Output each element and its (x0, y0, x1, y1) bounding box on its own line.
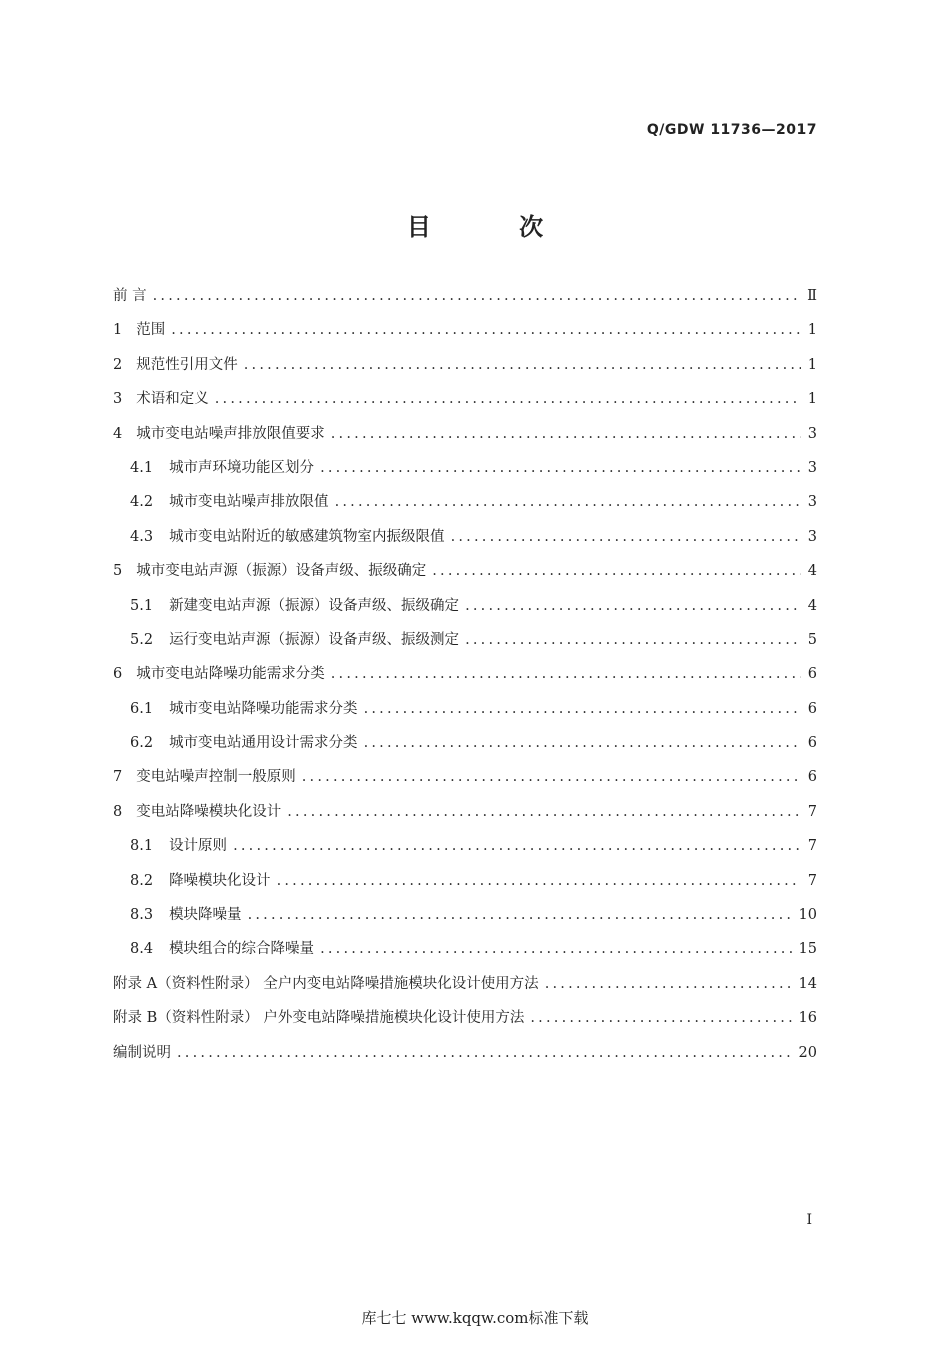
toc-entry-label (113, 1036, 171, 1070)
toc-entry-text: 降噪模块化设计 (169, 872, 271, 889)
toc-entry-page: 14 (798, 975, 817, 992)
toc-entry[interactable] (113, 623, 817, 657)
toc-leader-dots (277, 864, 801, 898)
toc-entry-text: 运行变电站声源（振源）设备声级、振级测定 (169, 631, 460, 648)
toc-entry-text: 城市变电站降噪功能需求分类 (169, 700, 358, 717)
toc-entry-number: 5.1 (130, 597, 154, 614)
toc-leader-dots (331, 417, 801, 451)
toc-entry-text: 附录 B（资料性附录） 户外变电站降噪措施模块化设计使用方法 (113, 1010, 525, 1027)
toc-entry-page: 3 (807, 425, 817, 442)
toc-leader-dots (331, 657, 801, 691)
toc-entry[interactable] (113, 795, 817, 829)
toc-entry-page: 20 (798, 1044, 817, 1061)
table-of-contents (113, 279, 817, 1070)
toc-entry-page: 4 (807, 563, 817, 580)
toc-leader-dots (233, 829, 801, 863)
toc-entry-number: 4.2 (130, 494, 154, 511)
toc-entry-label (113, 1001, 524, 1035)
toc-entry-page: 15 (798, 941, 817, 958)
toc-entry-number: 8 (113, 803, 123, 820)
toc-entry-number: 4.1 (130, 459, 154, 476)
toc-entry-page: 3 (807, 494, 817, 511)
toc-entry-text: 模块组合的综合降噪量 (169, 941, 315, 958)
toc-entry[interactable] (113, 692, 817, 726)
toc-entry-label (113, 279, 147, 313)
toc-entry-text: 变电站降噪模块化设计 (136, 803, 282, 820)
toc-leader-dots (244, 348, 801, 382)
toc-leader-dots (177, 1036, 793, 1070)
toc-entry-number: 5 (113, 563, 123, 580)
toc-entry-text: 城市变电站降噪功能需求分类 (136, 666, 325, 683)
toc-entry[interactable] (113, 726, 817, 760)
toc-entry-text: 编制说明 (113, 1044, 171, 1061)
toc-entry-number: 4.3 (130, 528, 154, 545)
toc-entry-label (130, 726, 358, 760)
toc-entry-text: 变电站噪声控制一般原则 (136, 769, 296, 786)
toc-entry[interactable] (113, 279, 817, 313)
toc-entry-number: 1 (113, 322, 123, 339)
toc-entry[interactable] (113, 382, 817, 416)
toc-entry-label (130, 932, 314, 966)
toc-entry[interactable] (113, 829, 817, 863)
toc-entry-page: 16 (798, 1010, 817, 1027)
toc-entry-label (130, 898, 242, 932)
toc-leader-dots (465, 623, 801, 657)
toc-entry-label (130, 829, 227, 863)
toc-entry[interactable] (113, 657, 817, 691)
doc-code: Q/GDW 11736—2017 (646, 122, 817, 138)
toc-leader-dots (153, 279, 801, 313)
toc-entry-page: 3 (807, 528, 817, 545)
toc-entry-label (130, 864, 271, 898)
toc-entry[interactable] (113, 760, 817, 794)
toc-entry-label (130, 451, 314, 485)
toc-entry-text: 城市变电站附近的敏感建筑物室内振级限值 (169, 528, 445, 545)
toc-entry-label (113, 657, 325, 691)
toc-entry-label (113, 348, 238, 382)
toc-entry-page: 1 (807, 356, 817, 373)
toc-entry-text: 城市变电站声源（振源）设备声级、振级确定 (136, 563, 427, 580)
toc-entry[interactable] (113, 348, 817, 382)
toc-leader-dots (432, 554, 801, 588)
toc-entry-text: 范围 (136, 322, 166, 339)
toc-leader-dots (248, 898, 793, 932)
toc-leader-dots (287, 795, 801, 829)
toc-entry-number: 6 (113, 666, 123, 683)
toc-leader-dots (171, 313, 801, 347)
toc-entry-number: 8.1 (130, 838, 154, 855)
toc-entry-page: 5 (807, 631, 817, 648)
toc-entry-text: 设计原则 (169, 838, 228, 855)
toc-entry[interactable] (113, 589, 817, 623)
toc-entry-page: 6 (807, 735, 817, 752)
toc-entry[interactable] (113, 417, 817, 451)
toc-entry-text: 城市变电站噪声排放限值要求 (136, 425, 325, 442)
toc-entry[interactable] (113, 554, 817, 588)
toc-entry-number: 8.2 (130, 872, 154, 889)
toc-entry-number: 3 (113, 391, 123, 408)
toc-entry-text: 新建变电站声源（振源）设备声级、振级确定 (169, 597, 460, 614)
toc-entry-page: Ⅱ (807, 288, 817, 304)
toc-entry[interactable] (113, 864, 817, 898)
toc-entry[interactable] (113, 967, 817, 1001)
toc-entry[interactable] (113, 520, 817, 554)
toc-entry-page: 4 (807, 597, 817, 614)
toc-entry-number: 6.1 (130, 700, 154, 717)
toc-entry-label (130, 589, 459, 623)
toc-entry-number: 4 (113, 425, 123, 442)
toc-entry-label (130, 623, 459, 657)
footer-watermark: 库七七 www.kqqw.com标准下载 (361, 1309, 589, 1327)
toc-entry[interactable] (113, 1036, 817, 1070)
toc-entry-page: 7 (807, 838, 817, 855)
toc-entry-text: 城市变电站噪声排放限值 (169, 494, 329, 511)
toc-entry-number: 5.2 (130, 631, 154, 648)
toc-entry-label (113, 795, 281, 829)
toc-entry-number: 7 (113, 769, 123, 786)
toc-leader-dots (530, 1001, 792, 1035)
toc-entry-label (113, 760, 296, 794)
toc-entry-page: 6 (807, 666, 817, 683)
toc-leader-dots (465, 589, 801, 623)
toc-entry-page: 6 (807, 700, 817, 717)
toc-entry[interactable] (113, 898, 817, 932)
toc-entry-text: 城市声环境功能区划分 (169, 459, 315, 476)
toc-entry-page: 1 (807, 391, 817, 408)
toc-title: 目 次 (406, 213, 584, 241)
toc-entry-label (130, 520, 445, 554)
toc-entry-number: 8.4 (130, 941, 154, 958)
toc-entry-page: 10 (798, 907, 817, 924)
toc-leader-dots (364, 692, 801, 726)
toc-entry[interactable] (113, 1001, 817, 1035)
toc-entry-page: 7 (807, 803, 817, 820)
toc-entry-label (113, 382, 209, 416)
toc-entry-label (113, 417, 325, 451)
toc-entry-text: 术语和定义 (136, 391, 209, 408)
toc-entry-number: 2 (113, 356, 123, 373)
toc-entry-label (130, 485, 329, 519)
toc-leader-dots (545, 967, 793, 1001)
toc-leader-dots (302, 760, 801, 794)
toc-entry-text: 模块降噪量 (169, 907, 242, 924)
toc-entry[interactable] (113, 451, 817, 485)
toc-entry-label (113, 967, 539, 1001)
toc-entry-number: 8.3 (130, 907, 154, 924)
toc-entry[interactable] (113, 313, 817, 347)
toc-leader-dots (335, 485, 801, 519)
toc-entry-page: 1 (807, 322, 817, 339)
page-number: I (806, 1212, 812, 1228)
toc-entry-label (113, 313, 165, 347)
toc-entry-page: 3 (807, 459, 817, 476)
toc-entry-text: 前 言 (113, 288, 147, 304)
toc-entry-page: 6 (807, 769, 817, 786)
toc-entry-text: 城市变电站通用设计需求分类 (169, 735, 358, 752)
toc-leader-dots (364, 726, 801, 760)
toc-entry-number: 6.2 (130, 735, 154, 752)
toc-entry-text: 规范性引用文件 (136, 356, 238, 373)
toc-entry-label (130, 692, 358, 726)
toc-entry-page: 7 (807, 872, 817, 889)
toc-entry[interactable] (113, 932, 817, 966)
toc-leader-dots (320, 932, 792, 966)
toc-entry[interactable] (113, 485, 817, 519)
toc-entry-text: 附录 A（资料性附录） 全户内变电站降噪措施模块化设计使用方法 (113, 975, 539, 992)
toc-entry-label (113, 554, 426, 588)
toc-leader-dots (451, 520, 801, 554)
toc-leader-dots (320, 451, 801, 485)
toc-leader-dots (215, 382, 801, 416)
